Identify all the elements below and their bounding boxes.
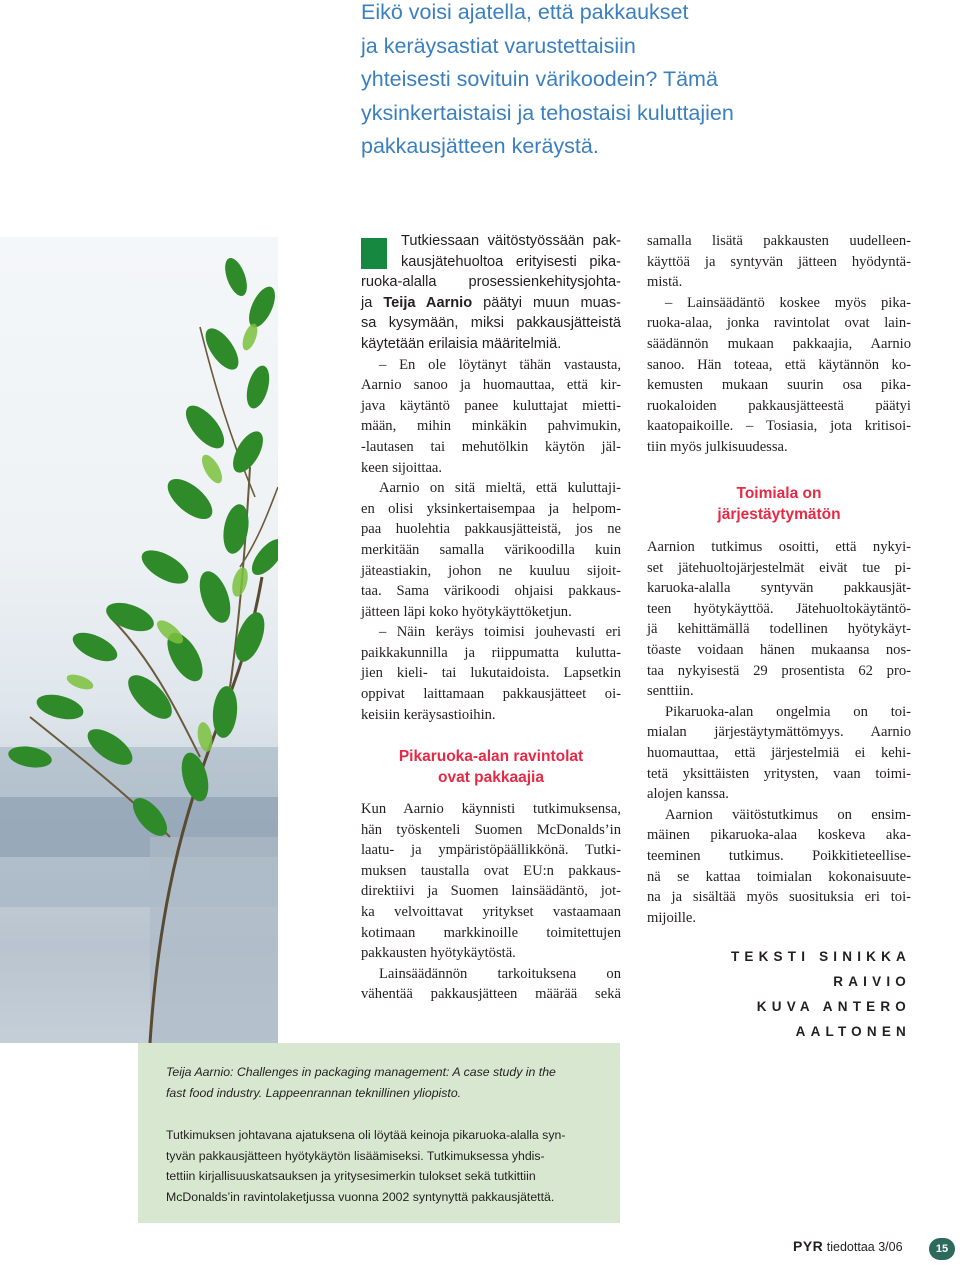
- body-line: – Lainsäädäntö koskee myös pika-: [665, 294, 911, 311]
- intro-line: Eikö voisi ajatella, että pakkaukset: [361, 0, 689, 24]
- body-line: direktiivi ja Suomen lainsäädäntö, jot-: [361, 883, 621, 900]
- body-line: Lainsäädännön tarkoituksena on: [379, 965, 621, 982]
- intro-line: yksinkertaistaisi ja tehostaisi kuluttajien: [361, 100, 734, 125]
- lead-line: [361, 293, 621, 314]
- body-line: nä se kattaa toimialan kokonaisuute-: [647, 868, 911, 885]
- byline: [700, 944, 911, 1044]
- article-column-2-lower: [647, 537, 911, 928]
- body-line: oppivat laittamaan pakkausjätteet oi-: [361, 686, 621, 703]
- body-line: kemusten mukaan suurin osa pika-: [647, 377, 911, 394]
- body-line: sanoo. Hän toteaa, että käytännön ko-: [647, 356, 911, 373]
- body-line: – Näin keräys toimisi jouhevasti eri: [379, 624, 621, 641]
- body-line: paa huolehtia pakkausjätteistä, jos ne: [361, 521, 621, 538]
- body-line: töaste voidaan hänen mukaansa nos-: [647, 641, 911, 658]
- intro-line: yhteisesti sovituin värikoodein? Tämä: [361, 67, 718, 91]
- summary-line: Tutkimuksen johtavana ajatuksena oli löytää keinoja pikaruoka-alalla syn-: [166, 1128, 566, 1142]
- intro-line: pakkausjätteen keräystä.: [361, 134, 599, 158]
- page-footer: [793, 1238, 903, 1254]
- plant-illustration: [0, 237, 278, 1043]
- body-line: keen sijoittaa.: [361, 459, 443, 476]
- body-line: jä kehittämällä todellinen hyötykäyt-: [647, 621, 911, 638]
- body-line: ruoka-alaa, jonka ravintolat ovat lain-: [647, 315, 911, 332]
- body-line: teeminen tutkimus. Poikkitieteellise-: [647, 847, 911, 864]
- subheading-line: Toimiala on: [736, 485, 822, 502]
- person-name: Teija Aarnio: [383, 294, 473, 311]
- body-line: en olisi yksinkertaisempaa ja helpom-: [361, 500, 621, 517]
- body-line: jien kieli- tai lukutaidoista. Lapsetkin: [361, 665, 621, 682]
- body-line: Aarnio sanoo ja huomauttaa, että kir-: [361, 377, 621, 394]
- body-line: taa. Sama värikoodi ohjaisi pakkaus-: [361, 583, 621, 600]
- publisher-logo: PYR: [793, 1238, 824, 1254]
- body-line: mistä.: [647, 274, 683, 291]
- lead-line: käytetään erilaisia määritelmiä.: [361, 335, 562, 352]
- body-line: huomauttaa, että järjestelmiä ei kehi-: [647, 744, 911, 761]
- body-line: vähentää pakkausjätteen määrää sekä: [361, 986, 621, 1003]
- body-line: kaatopaikoille. – Tosiasia, jota kritisoi-: [647, 418, 911, 435]
- citation-line: Teija Aarnio: Challenges in packaging management: A case study in the: [166, 1065, 556, 1079]
- lead-line: sa kysymään, miksi pakkausjätteistä: [361, 315, 621, 332]
- citation-line: fast food industry. Lappeenrannan teknillinen yliopisto.: [166, 1085, 462, 1100]
- reference-box: [138, 1043, 620, 1223]
- body-line: ka velvoittavat yritykset vastaamaan: [361, 903, 621, 920]
- body-line: keisiin keräysastioihin.: [361, 706, 496, 723]
- body-line: pakkausten hyötykäytöstä.: [361, 945, 516, 962]
- reference-summary: [166, 1125, 565, 1207]
- body-line: laatu- ja ympäristöpäällikkönä. Tutki-: [361, 842, 621, 859]
- body-line: jätteen läpi koko hyötykäyttöketjun.: [361, 603, 572, 620]
- body-line: Pikaruoka-alan ongelmia on toi-: [665, 703, 911, 720]
- body-line: ruokaloiden pakkausjätteestä päätyi: [647, 397, 911, 414]
- subheading-line: järjestäytymätön: [717, 506, 841, 523]
- summary-line: tettiin kirjallisuuskatsauksen ja yritysesimerkin tulokset sekä tutkittiin: [166, 1169, 536, 1183]
- body-line: karuoka-alalla syntyvän pakkausjät-: [647, 580, 911, 597]
- article-column-2: [647, 231, 911, 458]
- lead-text: päätyi muun muas-: [472, 294, 621, 311]
- subheading-line: ovat pakkaajia: [438, 769, 544, 786]
- intro-line: ja keräysastiat varustettaisiin: [361, 33, 636, 58]
- subheading-restaurants: [361, 746, 621, 788]
- body-line: käyttöä ja syntyvän jätteen hyödyntä-: [647, 253, 911, 270]
- ficus-plant-photo: [0, 237, 278, 1043]
- subheading-industry: [647, 483, 911, 525]
- body-line: Kun Aarnio käynnisti tutkimuksensa,: [361, 801, 621, 817]
- body-line: kotimaan markkinoille toimitettujen: [361, 924, 621, 941]
- body-line: tetä yksittäisten yritysten, vaan toimi-: [647, 765, 911, 782]
- body-line: alojen kanssa.: [647, 786, 729, 803]
- article-column-1: [361, 231, 621, 725]
- body-line: tiin myös julkisuudessa.: [647, 438, 788, 455]
- body-line: samalla lisätä pakkausten uudelleen-: [647, 233, 911, 249]
- body-line: -lautasen tai mehutölkin käytön jäl-: [361, 438, 621, 455]
- body-line: na ja sisältää myös suosituksia eri toi-: [647, 889, 911, 906]
- lead-line: kausjätehuoltoa erityisesti pika-: [401, 253, 621, 270]
- body-line: java käytäntö panee kuluttajat mietti-: [361, 397, 621, 414]
- summary-line: McDonalds’in ravintolaketjussa vuonna 2002 syntynyttä pakkausjätettä.: [166, 1189, 555, 1204]
- body-line: set jätehuoltojärjestelmät eivät tue pi-: [647, 559, 911, 576]
- article-column-1-lower: [361, 799, 621, 1005]
- body-line: – En ole löytänyt tähän vastausta,: [379, 356, 621, 373]
- body-line: Aarnio on sitä mieltä, että kuluttaji-: [379, 480, 621, 497]
- body-line: säädännön mukaan pakkaajia, Aarnio: [647, 335, 911, 352]
- body-line: mialan järjestäytymättömyys. Aarnio: [647, 724, 911, 741]
- body-line: jäteastiakin, johon ne kuuluu sijoit-: [361, 562, 621, 579]
- body-line: senttiin.: [647, 683, 694, 700]
- lead-line: ruoka-alalla prosessienkehitysjohta-: [361, 274, 621, 291]
- body-line: muksen taustalla ovat EU:n pakkaus-: [361, 862, 621, 879]
- byline-photo: KUVA ANTERO AALTONEN: [756, 999, 911, 1039]
- body-line: Aarnion väitöstutkimus on ensim-: [665, 806, 911, 823]
- body-line: teen hyötykäyttöä. Jätehuoltokäytäntö-: [647, 600, 911, 617]
- body-line: hän työskenteli Suomen McDonalds’in: [361, 821, 621, 838]
- byline-text: TEKSTI SINIKKA RAIVIO: [730, 949, 911, 989]
- body-line: Aarnion tutkimus osoitti, että nykyi-: [647, 539, 911, 555]
- lead-text: ja: [361, 294, 384, 311]
- intro-quote: [361, 0, 761, 164]
- body-line: mijoille.: [647, 909, 697, 926]
- reference-citation: [166, 1062, 556, 1103]
- body-line: mään, mihin minkäkin pahvimukin,: [361, 418, 621, 435]
- body-line: taa nykyisestä 29 prosentista 62 pro-: [647, 662, 911, 679]
- issue-label: tiedottaa 3/06: [826, 1240, 903, 1254]
- summary-line: tyvän pakkausjätteen hyötykäytön lisäämiseksi. Tutkimuksessa yhdis-: [166, 1148, 545, 1163]
- subheading-line: Pikaruoka-alan ravintolat: [398, 748, 584, 765]
- page-number-badge: 15: [929, 1238, 955, 1260]
- body-line: paikkakunnilla ja riippumatta kulutta-: [361, 644, 621, 661]
- body-line: merkitään samalla värikoodilla kuin: [361, 541, 621, 558]
- body-line: mäinen pikaruoka-alaa koskeva aka-: [647, 827, 911, 844]
- lead-line: Tutkiessaan väitöstyössään pak-: [401, 233, 621, 249]
